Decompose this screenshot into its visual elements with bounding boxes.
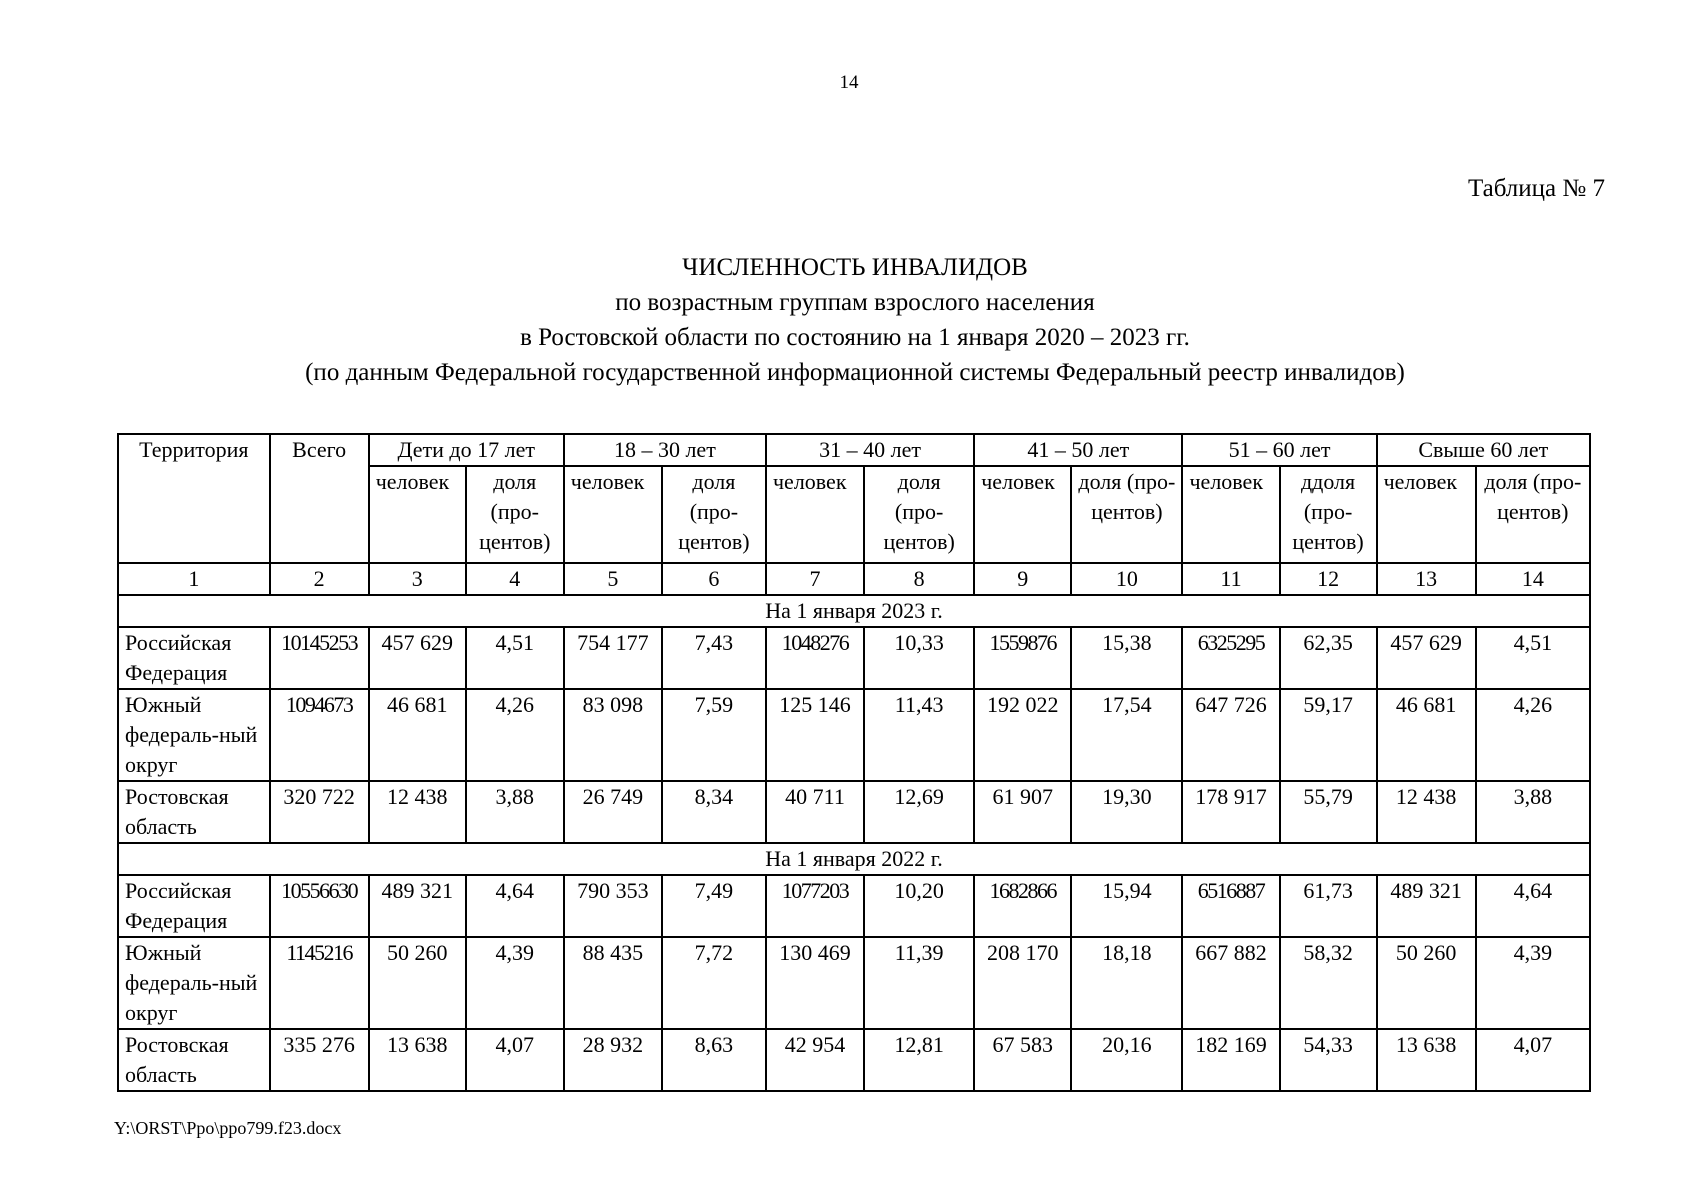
territory-cell: Ростовская область <box>118 781 270 843</box>
value-cell: 8,63 <box>662 1029 766 1091</box>
header-share: доля (про-центов) <box>1476 466 1590 563</box>
header-group: 41 – 50 лет <box>974 434 1182 466</box>
value-cell: 12,81 <box>864 1029 974 1091</box>
territory-cell: Южный федераль-ный округ <box>118 937 270 1029</box>
table-row <box>118 937 1590 1029</box>
column-number: 5 <box>564 563 662 595</box>
value-cell: 208 170 <box>974 937 1071 1029</box>
column-number: 7 <box>766 563 864 595</box>
value-cell: 1048276 <box>766 627 864 689</box>
header-group: 51 – 60 лет <box>1182 434 1376 466</box>
title-line-3: в Ростовской области по состоянию на 1 января 2020 – 2023 гг. <box>520 324 1190 351</box>
header-territory: Территория <box>118 434 270 563</box>
value-cell: 489 321 <box>1377 875 1476 937</box>
section-row <box>118 843 1590 875</box>
value-cell: 4,64 <box>466 875 564 937</box>
footer-file-path: Y:\ORST\Ppo\ppo799.f23.docx <box>114 1118 342 1138</box>
value-cell: 1682866 <box>974 875 1071 937</box>
value-cell: 13 638 <box>369 1029 466 1091</box>
table-row <box>118 781 1590 843</box>
territory-cell: Южный федераль-ный округ <box>118 689 270 781</box>
table-row <box>118 1029 1590 1091</box>
value-cell: 4,07 <box>466 1029 564 1091</box>
value-cell: 4,26 <box>1476 689 1590 781</box>
header-group: Дети до 17 лет <box>369 434 564 466</box>
value-cell: 10,33 <box>864 627 974 689</box>
header-share: доля (про-центов) <box>864 466 974 563</box>
value-cell: 457 629 <box>369 627 466 689</box>
value-cell: 320 722 <box>270 781 369 843</box>
header-share: доля (про-центов) <box>466 466 564 563</box>
value-cell: 12 438 <box>1377 781 1476 843</box>
value-cell: 83 098 <box>564 689 662 781</box>
column-number: 2 <box>270 563 369 595</box>
column-number: 13 <box>1377 563 1476 595</box>
value-cell: 7,43 <box>662 627 766 689</box>
value-cell: 46 681 <box>1377 689 1476 781</box>
value-cell: 1145216 <box>270 937 369 1029</box>
value-cell: 18,18 <box>1071 937 1182 1029</box>
value-cell: 489 321 <box>369 875 466 937</box>
value-cell: 46 681 <box>369 689 466 781</box>
value-cell: 182 169 <box>1182 1029 1279 1091</box>
title-line-2: по возрастным группам взрослого населения <box>615 289 1095 316</box>
value-cell: 54,33 <box>1280 1029 1377 1091</box>
table-row <box>118 627 1590 689</box>
value-cell: 4,51 <box>1476 627 1590 689</box>
value-cell: 12,69 <box>864 781 974 843</box>
value-cell: 7,72 <box>662 937 766 1029</box>
header-group: Свыше 60 лет <box>1377 434 1590 466</box>
value-cell: 6516887 <box>1182 875 1279 937</box>
column-number: 12 <box>1280 563 1377 595</box>
value-cell: 4,39 <box>466 937 564 1029</box>
value-cell: 7,49 <box>662 875 766 937</box>
header-total: Всего <box>270 434 369 563</box>
section-row <box>118 595 1590 627</box>
column-number: 11 <box>1182 563 1279 595</box>
value-cell: 178 917 <box>1182 781 1279 843</box>
value-cell: 15,94 <box>1071 875 1182 937</box>
value-cell: 59,17 <box>1280 689 1377 781</box>
table-row <box>118 875 1590 937</box>
value-cell: 26 749 <box>564 781 662 843</box>
page-number: 14 <box>839 72 859 93</box>
column-number: 9 <box>974 563 1071 595</box>
header-people: человек <box>974 466 1071 563</box>
territory-cell: Российская Федерация <box>118 627 270 689</box>
value-cell: 19,30 <box>1071 781 1182 843</box>
table-row <box>118 689 1590 781</box>
value-cell: 88 435 <box>564 937 662 1029</box>
value-cell: 4,26 <box>466 689 564 781</box>
value-cell: 28 932 <box>564 1029 662 1091</box>
value-cell: 10145253 <box>270 627 369 689</box>
column-number: 10 <box>1071 563 1182 595</box>
value-cell: 50 260 <box>369 937 466 1029</box>
value-cell: 20,16 <box>1071 1029 1182 1091</box>
value-cell: 130 469 <box>766 937 864 1029</box>
value-cell: 4,07 <box>1476 1029 1590 1091</box>
value-cell: 11,43 <box>864 689 974 781</box>
value-cell: 4,39 <box>1476 937 1590 1029</box>
section-label: На 1 января 2023 г. <box>118 595 1590 627</box>
header-people: человек <box>564 466 662 563</box>
value-cell: 1077203 <box>766 875 864 937</box>
value-cell: 754 177 <box>564 627 662 689</box>
title-line-4: (по данным Федеральной государственной информационной системы Федеральный реестр инвалидов) <box>305 359 1405 386</box>
territory-cell: Российская Федерация <box>118 875 270 937</box>
value-cell: 1094673 <box>270 689 369 781</box>
value-cell: 790 353 <box>564 875 662 937</box>
column-number: 14 <box>1476 563 1590 595</box>
header-people: человек <box>1182 466 1279 563</box>
value-cell: 667 882 <box>1182 937 1279 1029</box>
table-body <box>118 563 1590 1091</box>
value-cell: 67 583 <box>974 1029 1071 1091</box>
value-cell: 13 638 <box>1377 1029 1476 1091</box>
territory-cell: Ростовская область <box>118 1029 270 1091</box>
value-cell: 3,88 <box>466 781 564 843</box>
value-cell: 7,59 <box>662 689 766 781</box>
header-share: доля (про-центов) <box>1071 466 1182 563</box>
section-label: На 1 января 2022 г. <box>118 843 1590 875</box>
value-cell: 3,88 <box>1476 781 1590 843</box>
disability-stats-table <box>117 433 1591 1092</box>
column-number: 8 <box>864 563 974 595</box>
value-cell: 15,38 <box>1071 627 1182 689</box>
table-label: Таблица № 7 <box>1467 175 1605 202</box>
header-group: 31 – 40 лет <box>766 434 974 466</box>
value-cell: 4,64 <box>1476 875 1590 937</box>
value-cell: 4,51 <box>466 627 564 689</box>
value-cell: 62,35 <box>1280 627 1377 689</box>
value-cell: 647 726 <box>1182 689 1279 781</box>
title-line-1: ЧИСЛЕННОСТЬ ИНВАЛИДОВ <box>682 254 1028 281</box>
value-cell: 1559876 <box>974 627 1071 689</box>
value-cell: 192 022 <box>974 689 1071 781</box>
header-share: ддоля (про-центов) <box>1280 466 1377 563</box>
value-cell: 457 629 <box>1377 627 1476 689</box>
column-number: 6 <box>662 563 766 595</box>
header-share: доля (про-центов) <box>662 466 766 563</box>
value-cell: 10556630 <box>270 875 369 937</box>
value-cell: 12 438 <box>369 781 466 843</box>
value-cell: 55,79 <box>1280 781 1377 843</box>
value-cell: 6325295 <box>1182 627 1279 689</box>
header-people: человек <box>369 466 466 563</box>
value-cell: 40 711 <box>766 781 864 843</box>
header-group: 18 – 30 лет <box>564 434 766 466</box>
column-number: 4 <box>466 563 564 595</box>
value-cell: 335 276 <box>270 1029 369 1091</box>
column-number: 3 <box>369 563 466 595</box>
value-cell: 11,39 <box>864 937 974 1029</box>
value-cell: 61,73 <box>1280 875 1377 937</box>
value-cell: 42 954 <box>766 1029 864 1091</box>
value-cell: 50 260 <box>1377 937 1476 1029</box>
value-cell: 58,32 <box>1280 937 1377 1029</box>
column-number: 1 <box>118 563 270 595</box>
value-cell: 10,20 <box>864 875 974 937</box>
title-block <box>0 250 1698 390</box>
header-people: человек <box>766 466 864 563</box>
value-cell: 17,54 <box>1071 689 1182 781</box>
value-cell: 125 146 <box>766 689 864 781</box>
column-number-row <box>118 563 1590 595</box>
value-cell: 8,34 <box>662 781 766 843</box>
value-cell: 61 907 <box>974 781 1071 843</box>
header-people: человек <box>1377 466 1476 563</box>
